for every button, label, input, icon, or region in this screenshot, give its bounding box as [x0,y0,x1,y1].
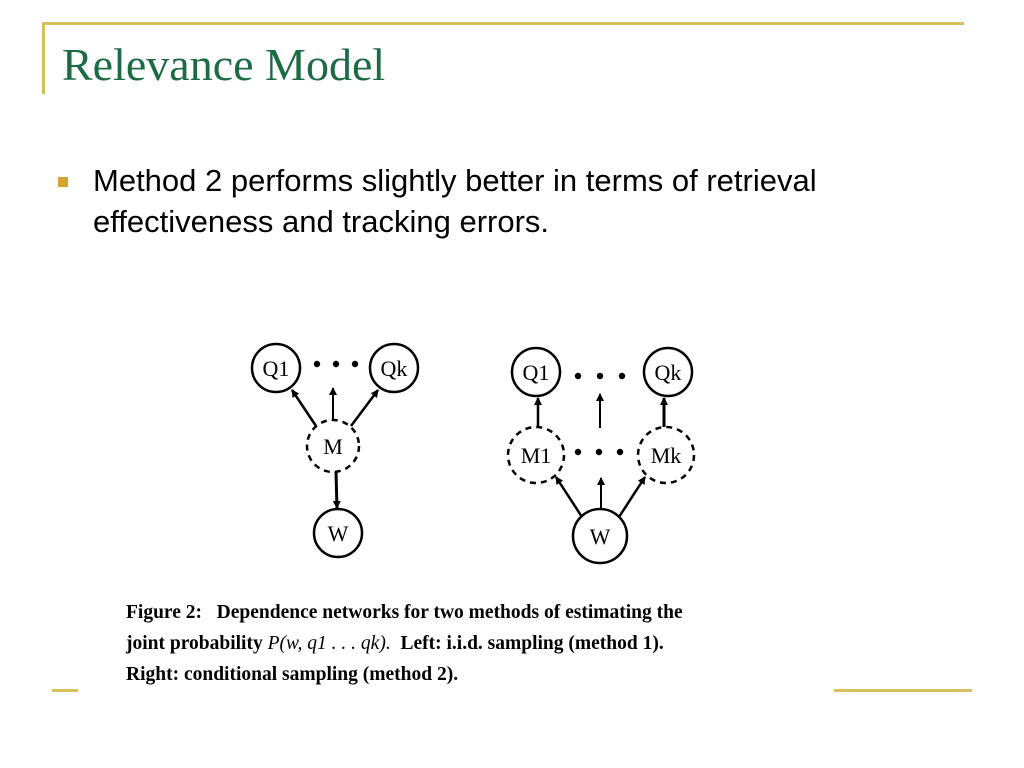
caption-label: Figure 2: [126,602,203,623]
caption-text-1: Dependence networks for two methods of estimating the [216,602,683,623]
bullet-square-icon [58,177,68,187]
right-node-m1-label: M1 [520,443,552,468]
left-arrow-m-q1 [292,390,316,426]
right-middle-ellipsis [575,449,623,455]
right-network [508,348,694,563]
figure-caption [126,597,826,690]
right-node-mk-label: Mk [650,443,682,468]
dependence-networks-diagram [244,338,714,568]
right-arrow-w-m1 [556,477,582,517]
left-arrow-m-w [336,472,337,508]
slide-title: Relevance Model [62,39,386,90]
left-node-w-label: W [327,521,349,546]
left-node-qk-label: Qk [380,356,408,381]
caption-line-1 [126,597,826,628]
left-top-ellipsis [314,361,358,367]
frame-top-line [42,22,964,25]
right-node-q1-label: Q1 [522,360,550,385]
caption-text-2-pre: joint probability [126,633,263,654]
left-arrow-m-qk [351,390,378,426]
caption-formula: P(w, q1 . . . qk). [267,633,391,654]
bullet-text: Method 2 performs slightly better in terms of retrieval effectiveness and tracking errors. [93,163,817,239]
left-node-m-label: M [323,434,343,459]
footer-line-left [52,689,78,692]
right-arrow-w-mk [619,477,645,517]
caption-line-3: Right: conditional sampling (method 2). [126,664,459,685]
caption-line-2 [126,628,826,659]
frame-left-line [42,22,45,94]
right-top-ellipsis [575,373,625,379]
left-node-q1-label: Q1 [262,356,290,381]
footer-line-right [834,689,972,692]
right-node-qk-label: Qk [654,360,682,385]
caption-text-2-post: Left: i.i.d. sampling (method 1). [400,633,664,654]
left-network [252,344,418,557]
right-node-w-label: W [589,524,611,549]
